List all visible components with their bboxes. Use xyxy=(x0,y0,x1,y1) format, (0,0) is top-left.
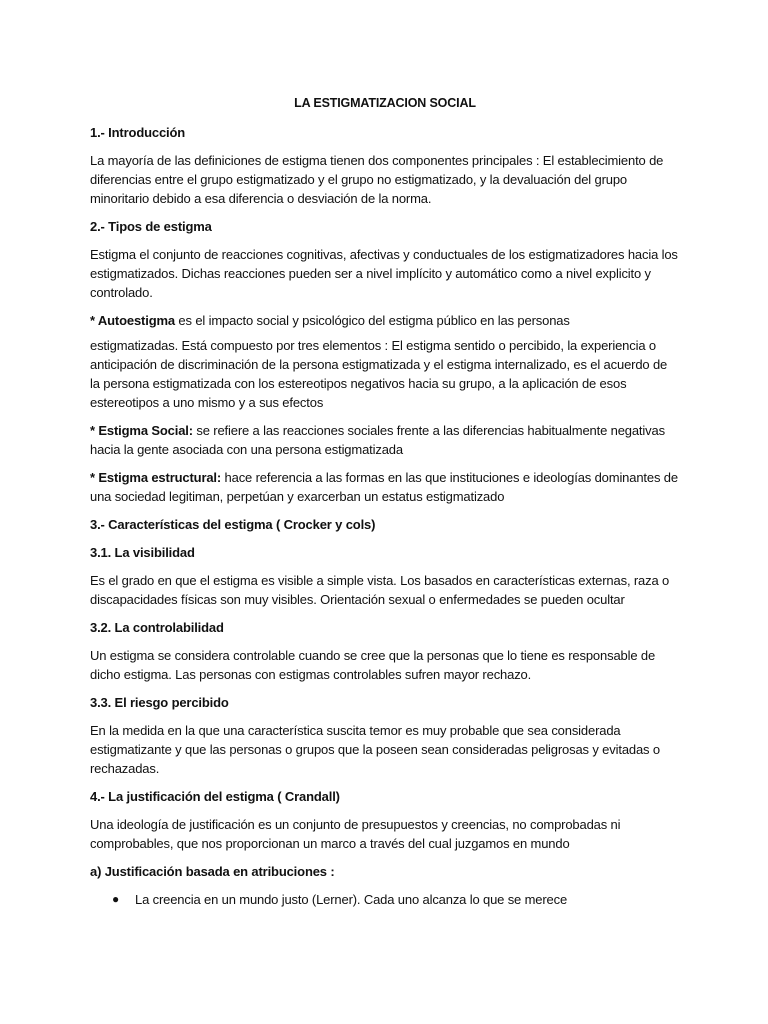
list-item-text: La creencia en un mundo justo (Lerner). Cada uno alcanza lo que se merece xyxy=(135,892,568,907)
visibility-paragraph: Es el grado en que el estigma es visible a simple vista. Los basados en características externas, raza o discapacidades físicas son muy visibles. Orientación sexual o enfermedades se pueden ocultar xyxy=(90,573,670,607)
social-stigma-label: * Estigma Social: xyxy=(90,423,193,438)
social-stigma-text: se refiere a las reacciones sociales frente a las diferencias habitualmente negativas hacia la gente asociada con una persona estigmatizada xyxy=(90,423,665,457)
section-heading-stigma-characteristics: 3.- Características del estigma ( Crocker y cols) xyxy=(90,517,376,532)
structural-stigma-text: hace referencia a las formas en las que instituciones e ideologías dominantes de una sociedad legitiman, perpetúan y exarcerban un estatus estigmatizado xyxy=(90,470,678,504)
self-stigma-label: * Autoestigma xyxy=(90,313,175,328)
document-page xyxy=(90,94,680,909)
perceived-risk-paragraph: En la medida en la que una característica suscita temor es muy probable que sea considerada estigmatizante y que las personas o grupos que la poseen sean consideradas peligrosas y evitadas o rechazadas. xyxy=(90,723,660,776)
self-stigma-paragraph xyxy=(90,311,680,330)
self-stigma-continuation-paragraph: estigmatizadas. Está compuesto por tres elementos : El estigma sentido o percibido, la experiencia o anticipación de discriminación de la persona estigmatizada y el estigma internalizado, es el acuerdo de la persona estigmatizada con los estereotipos negativos hacia su grupo, a la aplicación de esos estereotipos a uno mismo y a sus efectos xyxy=(90,338,668,410)
subsection-heading-controllability: 3.2. La controlabilidad xyxy=(90,620,224,635)
section-heading-introduction: 1.- Introducción xyxy=(90,125,186,140)
document-title: LA ESTIGMATIZACION SOCIAL xyxy=(294,96,476,110)
justification-bullet-list xyxy=(90,890,680,909)
introduction-paragraph: La mayoría de las definiciones de estigma tienen dos componentes principales : El establecimiento de diferencias entre el grupo estigmatizado y el grupo no estigmatizado, y la devaluación del grupo minoritario debido a esa diferencia o desviación de la norma. xyxy=(90,153,664,206)
section-heading-stigma-types: 2.- Tipos de estigma xyxy=(90,219,212,234)
structural-stigma-label: * Estigma estructural: xyxy=(90,470,222,485)
controllability-paragraph: Un estigma se considera controlable cuando se cree que la personas que lo tiene es responsable de dicho estigma. Las personas con estigmas controlables sufren mayor rechazo. xyxy=(90,648,656,682)
stigma-types-intro-paragraph: Estigma el conjunto de reacciones cognitivas, afectivas y conductuales de los estigmatizadores hacia los estigmatizados. Dichas reacciones pueden ser a nivel implícito y automático como a nivel explicito y controlado. xyxy=(90,247,678,300)
bullet-icon: ● xyxy=(112,892,120,906)
subsection-heading-attribution-justification: a) Justificación basada en atribuciones : xyxy=(90,864,335,879)
social-stigma-paragraph xyxy=(90,421,680,459)
subsection-heading-perceived-risk: 3.3. El riesgo percibido xyxy=(90,695,229,710)
list-item xyxy=(90,890,680,909)
section-heading-stigma-justification: 4.- La justificación del estigma ( Crandall) xyxy=(90,789,340,804)
self-stigma-text: es el impacto social y psicológico del estigma público en las personas xyxy=(174,313,570,328)
subsection-heading-visibility: 3.1. La visibilidad xyxy=(90,545,195,560)
structural-stigma-paragraph xyxy=(90,468,680,506)
justification-paragraph: Una ideología de justificación es un conjunto de presupuestos y creencias, no comprobadas ni comprobables, que nos proporcionan un marco a través del cual juzgamos en mundo xyxy=(90,817,621,851)
